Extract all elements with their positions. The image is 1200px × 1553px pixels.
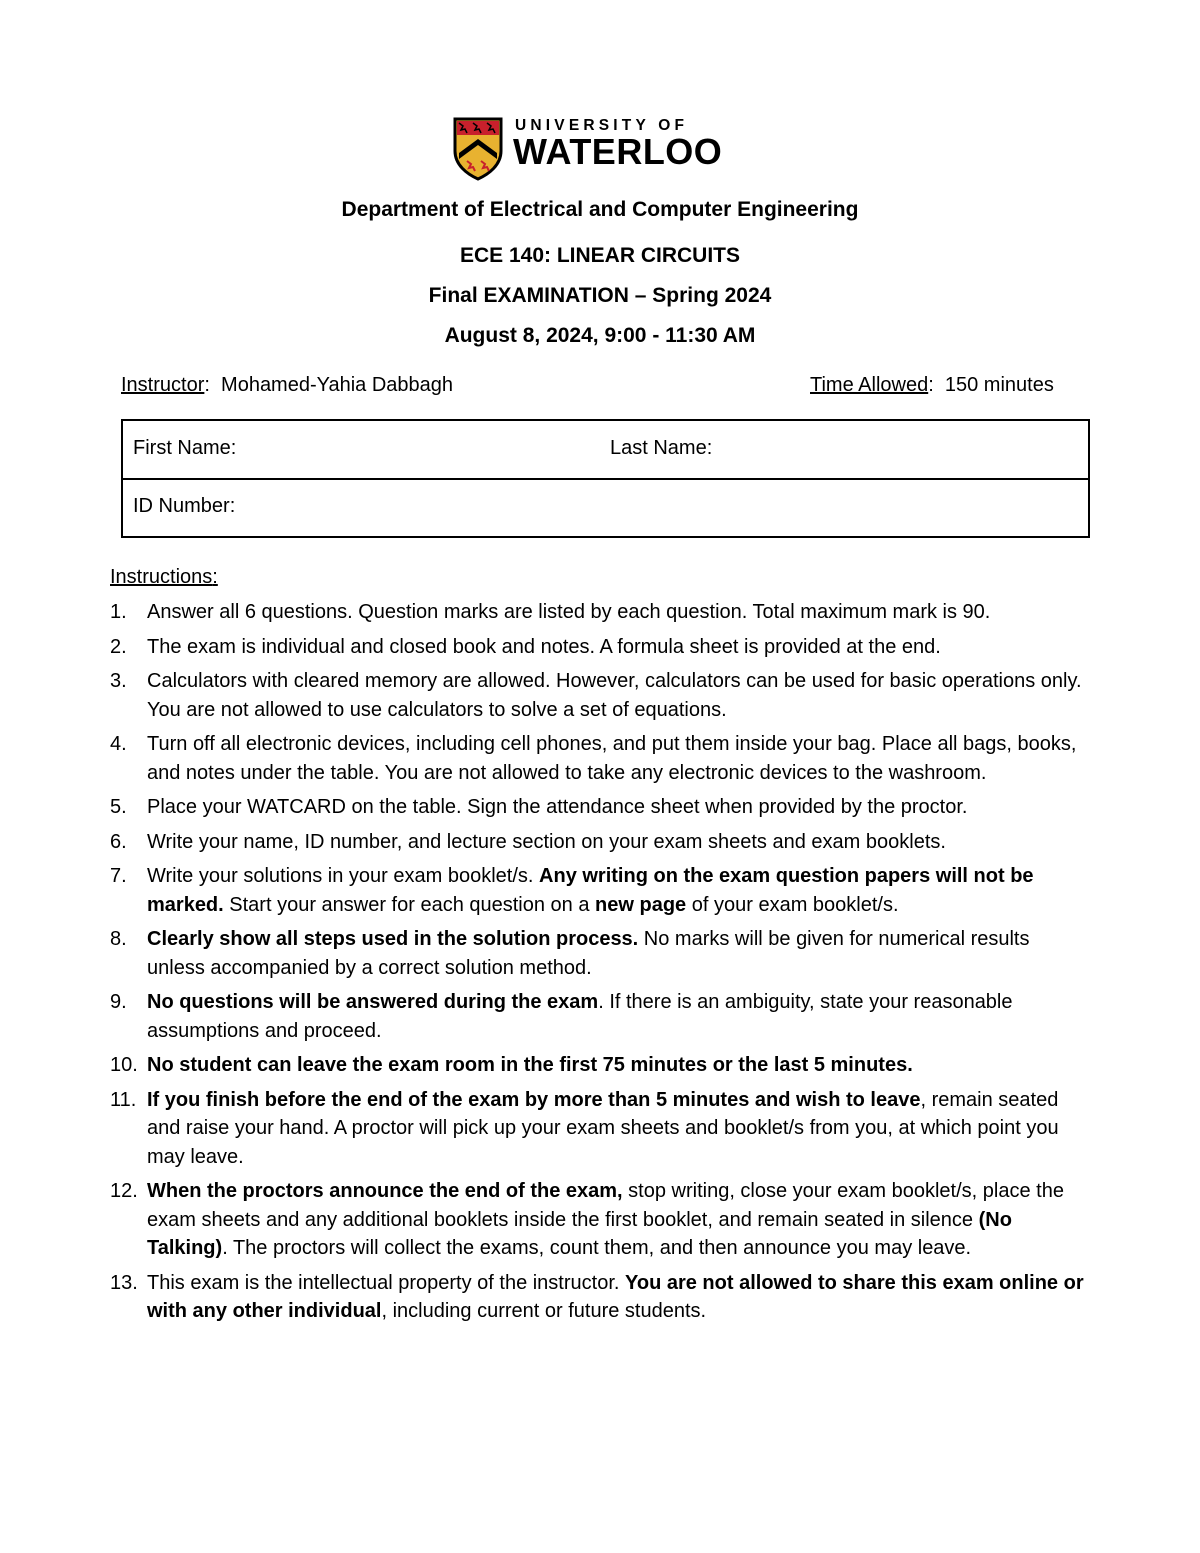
course-title: ECE 140: LINEAR CIRCUITS bbox=[459, 244, 741, 267]
instruction-number: 9. bbox=[110, 991, 127, 1013]
instruction-item bbox=[110, 667, 1090, 724]
instruction-number: 2. bbox=[110, 635, 127, 658]
instruction-bold-text: Clearly show all steps used in the solution process. bbox=[147, 928, 639, 950]
instruction-number: 7. bbox=[110, 865, 127, 887]
instruction-item bbox=[110, 1086, 1090, 1172]
time-allowed-value: 150 minutes bbox=[944, 374, 1054, 396]
exam-title: Final EXAMINATION – Spring 2024 bbox=[428, 284, 772, 307]
instructor-label: Instructor bbox=[121, 374, 205, 396]
instructions-list bbox=[110, 598, 1090, 1332]
instruction-item bbox=[110, 1177, 1090, 1263]
instruction-bold-text: If you finish before the end of the exam by more than 5 minutes and wish to leave bbox=[147, 1088, 921, 1111]
instruction-bold-text: When the proctors announce the end of the exam, bbox=[147, 1180, 623, 1202]
instruction-text: . The proctors will collect the exams, count them, and then announce you may leave. bbox=[222, 1237, 972, 1259]
instructions-heading-text: Instructions bbox=[110, 566, 213, 588]
instruction-number: 13. bbox=[110, 1271, 138, 1294]
instruction-bold-text: new page bbox=[595, 893, 687, 916]
instruction-number: 8. bbox=[110, 928, 127, 950]
exam-date: August 8, 2024, 9:00 - 11:30 AM bbox=[444, 324, 756, 347]
instruction-number: 11. bbox=[110, 1088, 137, 1111]
first-name-field[interactable]: First Name: bbox=[133, 437, 237, 459]
instruction-text: , including current or future students. bbox=[381, 1300, 707, 1322]
instruction-item bbox=[110, 730, 1090, 787]
instruction-text: Start your answer for each question on a bbox=[223, 893, 596, 916]
student-id-form bbox=[121, 419, 1090, 538]
instruction-item bbox=[110, 1051, 1090, 1080]
department-title: Department of Electrical and Computer Engineering bbox=[341, 198, 859, 221]
instructor-line: Instructor: Mohamed-Yahia Dabbagh bbox=[121, 374, 454, 396]
instruction-item bbox=[110, 828, 1090, 857]
instructor-value: Mohamed-Yahia Dabbagh bbox=[221, 374, 454, 396]
instruction-number: 1. bbox=[110, 601, 127, 623]
logo-line-2: WATERLOO bbox=[513, 131, 723, 172]
instruction-number: 6. bbox=[110, 830, 127, 853]
instruction-text: Place your WATCARD on the table. Sign the attendance sheet when provided by the proctor. bbox=[147, 796, 968, 818]
name-row bbox=[123, 421, 1088, 480]
instruction-item bbox=[110, 988, 1090, 1045]
instruction-text: The exam is individual and closed book and notes. A formula sheet is provided at the end. bbox=[147, 635, 941, 658]
instruction-number: 5. bbox=[110, 796, 127, 818]
instruction-text: of your exam booklet/s. bbox=[686, 893, 899, 916]
instruction-number: 3. bbox=[110, 670, 127, 692]
instruction-bold-text: Any writing on the exam question papers will not be marked. bbox=[147, 865, 1034, 916]
instruction-item bbox=[110, 1269, 1090, 1326]
instruction-text: stop writing, close your exam booklet/s, place the exam sheets and any additional booklets inside the first booklet, and remain seated in silence bbox=[147, 1180, 1064, 1231]
instruction-item bbox=[110, 925, 1090, 982]
instructions-heading: Instructions: bbox=[110, 566, 218, 588]
waterloo-crest-icon bbox=[453, 117, 503, 181]
id-row bbox=[123, 479, 1088, 536]
instruction-text: This exam is the intellectual property of the instructor. bbox=[147, 1271, 625, 1294]
time-allowed-label: Time Allowed bbox=[810, 374, 929, 396]
instruction-text: No marks will be given for numerical results unless accompanied by a correct solution method. bbox=[147, 928, 1030, 979]
instruction-number: 4. bbox=[110, 733, 127, 755]
instruction-number: 12. bbox=[110, 1180, 138, 1202]
instruction-text: Write your solutions in your exam booklet/s. bbox=[147, 865, 540, 887]
instruction-text: Calculators with cleared memory are allowed. However, calculators can be used for basic operations only. You are not allowed to use calculators to solve a set of equations. bbox=[147, 670, 1082, 721]
instruction-item bbox=[110, 862, 1090, 919]
instruction-text: Write your name, ID number, and lecture section on your exam sheets and exam booklets. bbox=[147, 830, 946, 853]
last-name-field[interactable]: Last Name: bbox=[610, 437, 713, 459]
instruction-text: . If there is an ambiguity, state your reasonable assumptions and proceed. bbox=[147, 991, 1013, 1042]
instruction-item bbox=[110, 793, 1090, 822]
instruction-bold-text: You are not allowed to share this exam online or with any other individual bbox=[147, 1271, 1084, 1322]
instruction-item bbox=[110, 633, 1090, 662]
logo-line-1: UNIVERSITY OF bbox=[515, 117, 689, 134]
instruction-item bbox=[110, 598, 1090, 627]
instruction-text: Answer all 6 questions. Question marks are listed by each question. Total maximum mark is 90. bbox=[147, 601, 991, 623]
instruction-bold-text: No questions will be answered during the exam bbox=[147, 991, 599, 1013]
instruction-bold-text: No student can leave the exam room in the first 75 minutes or the last 5 minutes. bbox=[147, 1054, 913, 1076]
time-allowed-line: Time Allowed: 150 minutes bbox=[810, 374, 1054, 396]
instruction-bold-text: (No Talking) bbox=[147, 1208, 1012, 1259]
instruction-text: , remain seated and raise your hand. A proctor will pick up your exam sheets and booklet/s from you, at which point you may leave. bbox=[147, 1088, 1059, 1168]
instruction-number: 10. bbox=[110, 1054, 138, 1076]
instruction-text: Turn off all electronic devices, including cell phones, and put them inside your bag. Place all bags, books, and notes under the table. You are not allowed to take any electronic devices to the washroom. bbox=[147, 733, 1077, 784]
id-number-field[interactable]: ID Number: bbox=[133, 495, 236, 517]
university-logo bbox=[453, 117, 733, 183]
